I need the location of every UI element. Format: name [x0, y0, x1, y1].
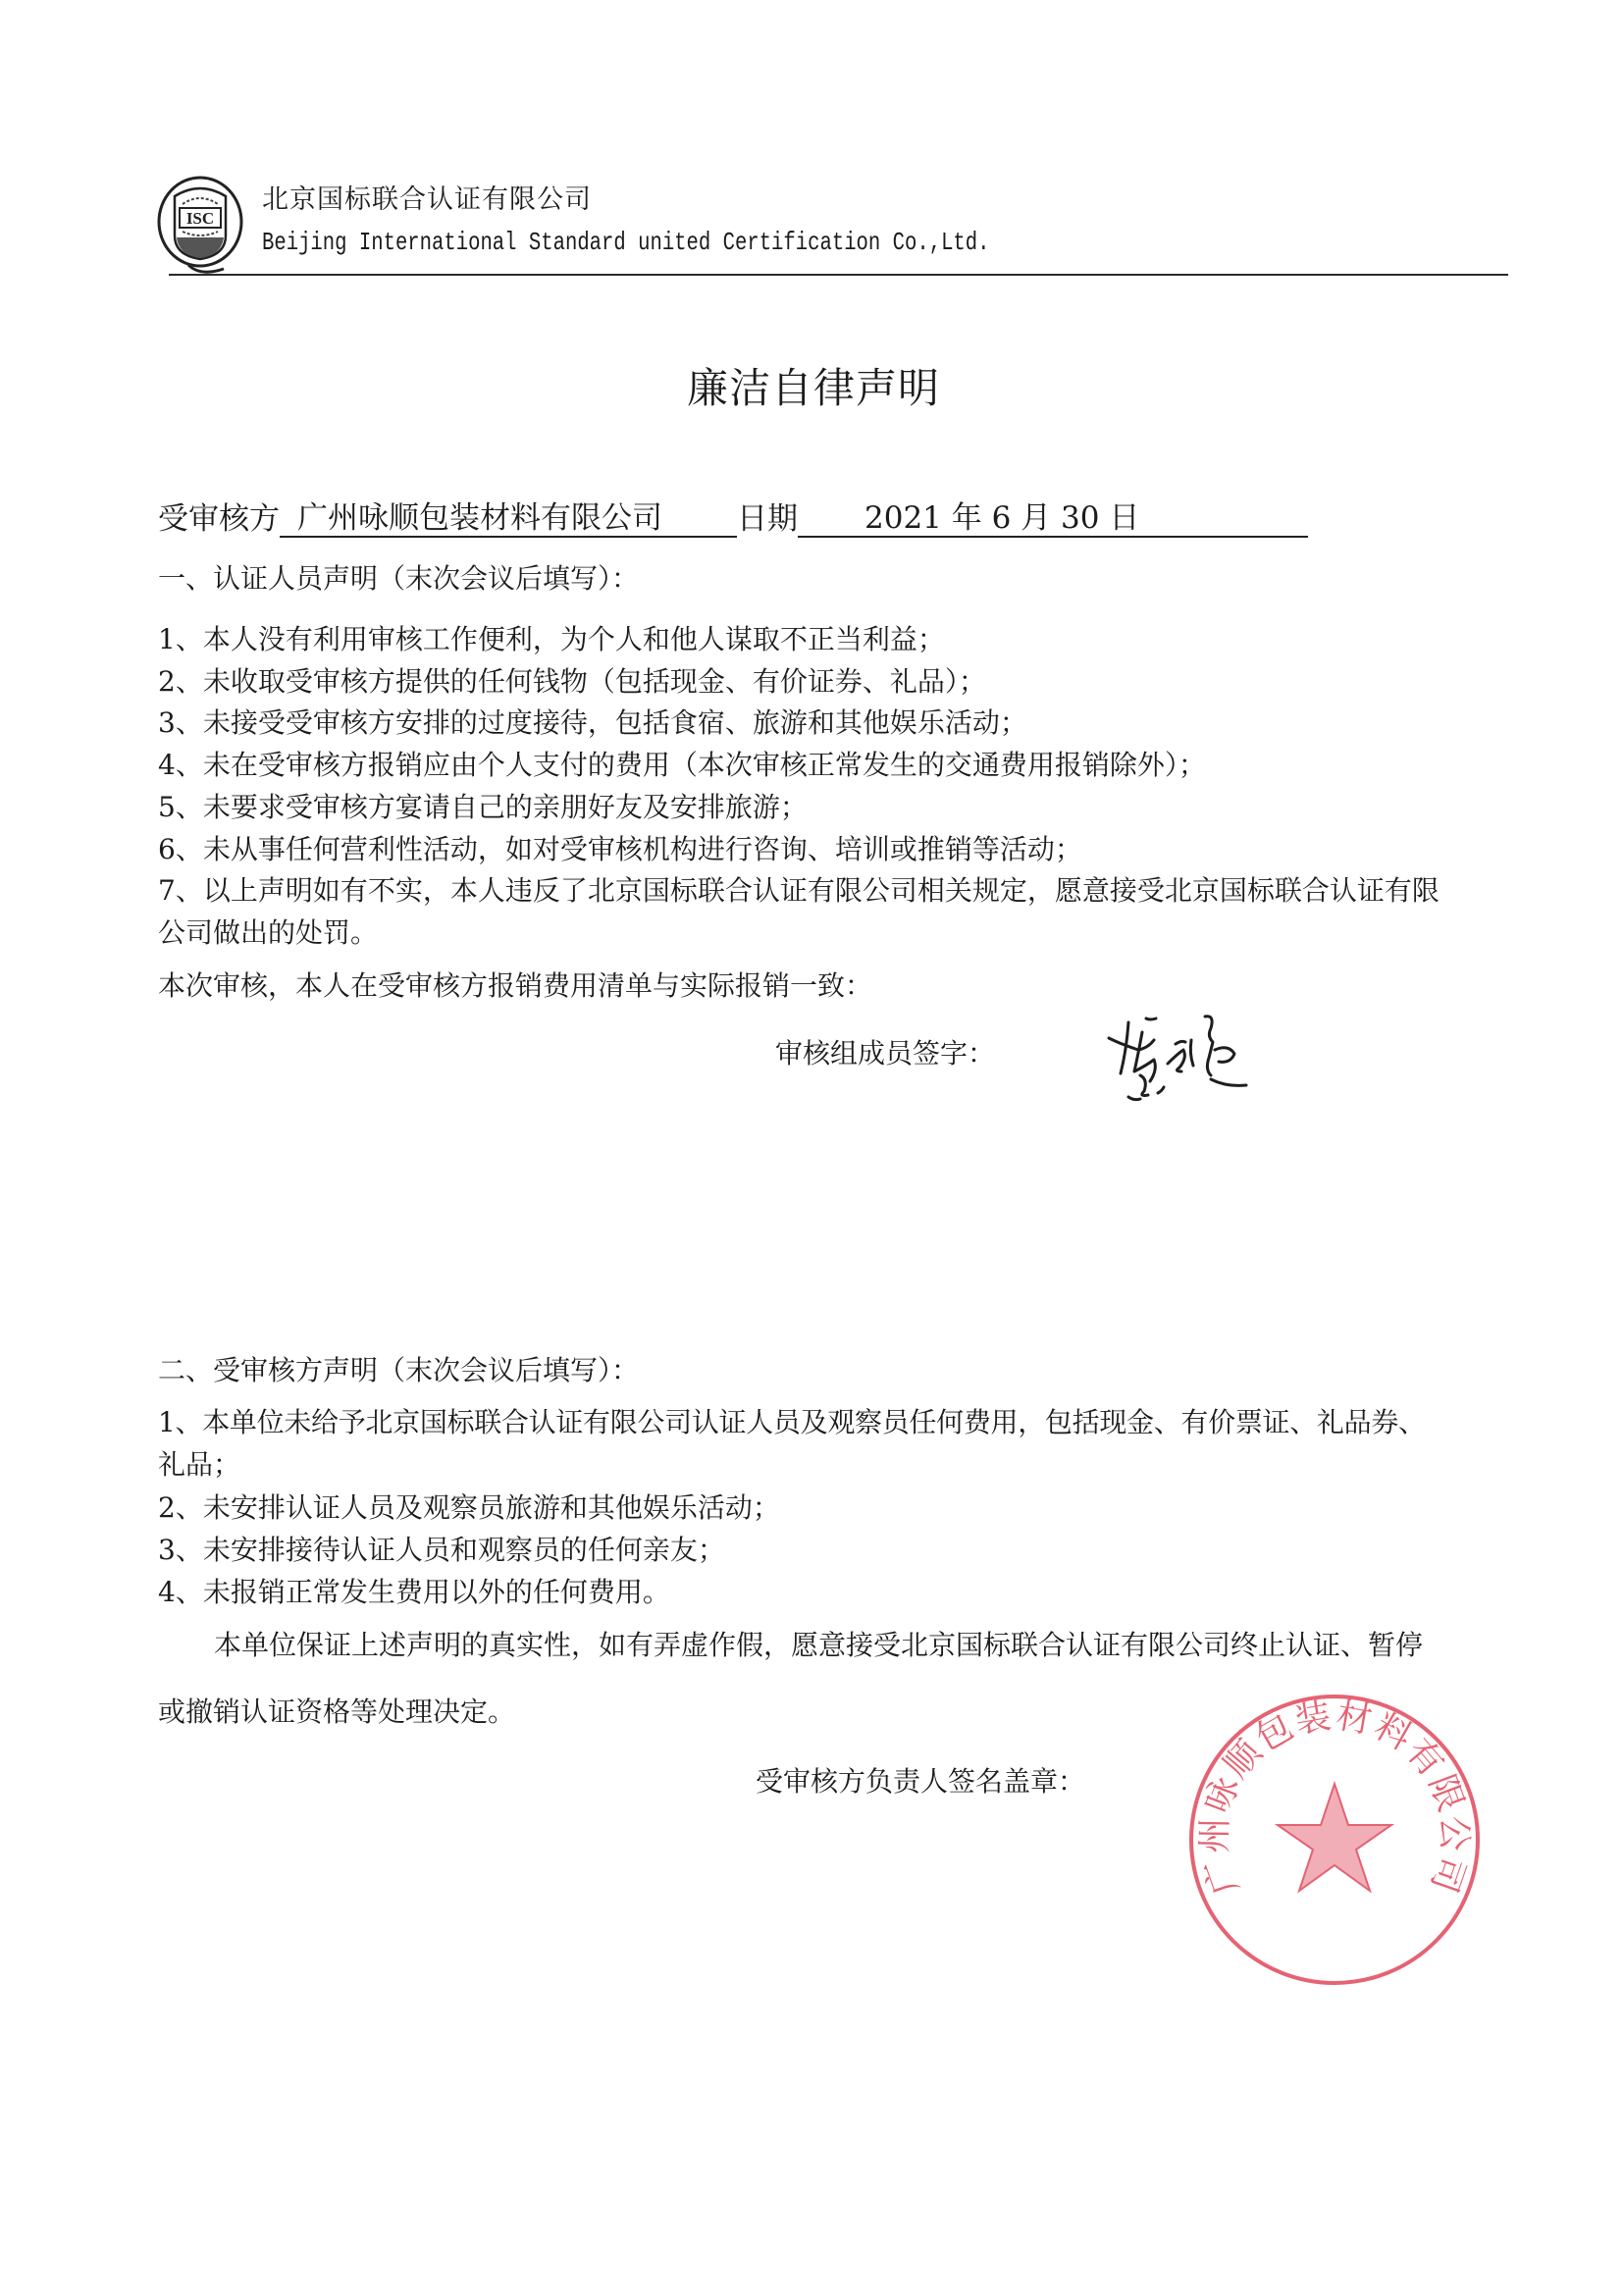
- section2-item: 2、未安排认证人员及观察员旅游和其他娱乐活动；: [158, 1491, 780, 1524]
- isc-logo-icon: [155, 175, 247, 277]
- section1-item: 7、以上声明如有不实，本人违反了北京国标联合认证有限公司相关规定，愿意接受北京国标联合认证有限: [158, 874, 1440, 907]
- date-label: 日期: [737, 501, 798, 537]
- auditee-label: 受审核方: [158, 501, 280, 537]
- section2-item: 礼品；: [158, 1448, 241, 1481]
- auditee-field: [280, 500, 737, 538]
- section1-heading: 一、认证人员声明（末次会议后填写）：: [158, 562, 640, 595]
- guarantee-paragraph-line2: 或撤销认证资格等处理决定。: [158, 1696, 516, 1728]
- section2-item: 3、未安排接待认证人员和观察员的任何亲友；: [158, 1534, 725, 1566]
- section2-heading: 二、受审核方声明（末次会议后填写）：: [158, 1354, 640, 1386]
- header-divider: [169, 274, 1508, 276]
- date-field: [798, 500, 1308, 538]
- section1-item: 6、未从事任何营利性活动，如对受审核机构进行咨询、培训或推销等活动；: [158, 833, 1082, 865]
- company-name-cn: 北京国标联合认证有限公司: [262, 184, 592, 215]
- seal-text: 广州咏顺包装材料有限公司: [1194, 1696, 1475, 1900]
- section2-item: 4、未报销正常发生费用以外的任何费用。: [158, 1576, 670, 1608]
- company-seal-stamp: [1182, 1688, 1487, 1992]
- auditee-row: [158, 500, 1308, 538]
- auditor-signature-label: 审核组成员签字：: [775, 1037, 996, 1070]
- expense-statement: 本次审核，本人在受审核方报销费用清单与实际报销一致：: [158, 969, 873, 1002]
- section1-item: 4、未在受审核方报销应由个人支付的费用（本次审核正常发生的交通费用报销除外）；: [158, 749, 1206, 781]
- section1-item: 2、未收取受审核方提供的任何钱物（包括现金、有价证券、礼品）；: [158, 665, 986, 698]
- star-icon: [1278, 1784, 1391, 1891]
- svg-text:ISC: ISC: [185, 209, 215, 228]
- section1-item: 3、未接受受审核方安排的过度接待，包括食宿、旅游和其他娱乐活动；: [158, 706, 1027, 739]
- section1-item: 1、本人没有利用审核工作便利，为个人和他人谋取不正当利益；: [158, 623, 945, 655]
- auditee-value: 广州咏顺包装材料有限公司: [297, 500, 662, 536]
- date-value: 2021 年 6 月 30 日: [864, 500, 1140, 536]
- page-title: 廉洁自律声明: [687, 364, 941, 412]
- sign-and-seal-label: 受审核方负责人签名盖章：: [756, 1765, 1086, 1798]
- section1-item: 5、未要求受审核方宴请自己的亲朋好友及安排旅游；: [158, 791, 808, 823]
- company-name-en: Beijing International Standard united Certification Co.,Ltd.: [262, 230, 990, 258]
- guarantee-paragraph-line1: 本单位保证上述声明的真实性，如有弄虚作假，愿意接受北京国标联合认证有限公司终止认证、暂停: [214, 1629, 1424, 1661]
- section2-item: 1、本单位未给予北京国标联合认证有限公司认证人员及观察员任何费用，包括现金、有价票证、礼品券、: [158, 1406, 1426, 1438]
- auditor-signature: [1099, 1011, 1276, 1109]
- section1-item: 公司做出的处罚。: [158, 916, 379, 949]
